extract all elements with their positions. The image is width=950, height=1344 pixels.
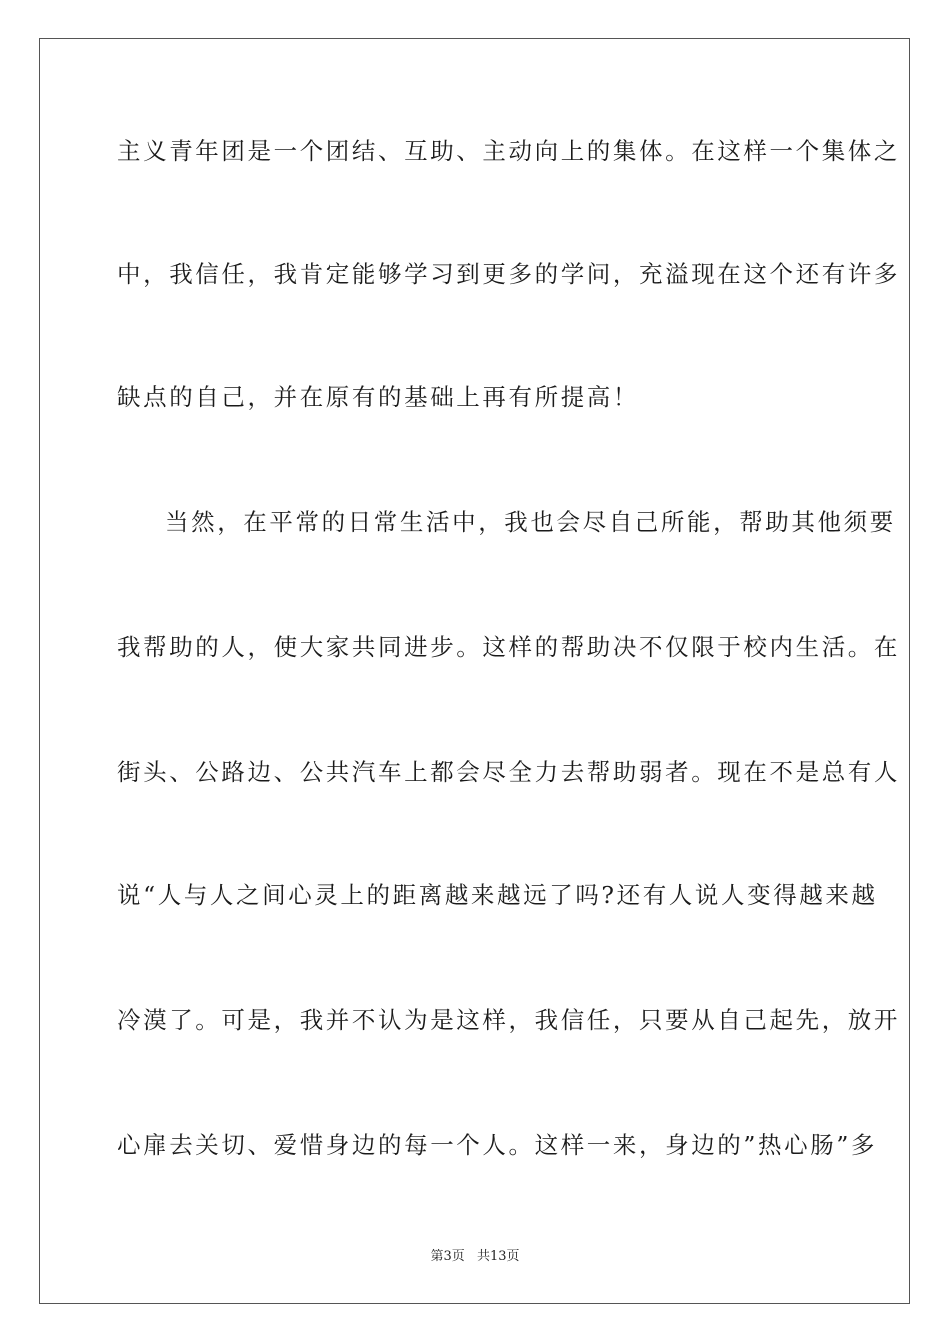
text-line-8: 冷漠了。可是，我并不认为是这样，我信任，只要从自己起先，放开	[117, 1006, 900, 1034]
text-line-9: 心扉去关切、爱惜身边的每一个人。这样一来，身边的”热心肠”多	[117, 1131, 878, 1159]
text-line-4-paragraph-start: 当然，在平常的日常生活中，我也会尽自己所能，帮助其他须要	[165, 508, 896, 536]
text-line-6: 街头、公路边、公共汽车上都会尽全力去帮助弱者。现在不是总有人	[117, 758, 900, 786]
page-footer	[0, 1248, 950, 1266]
text-line-5: 我帮助的人，使大家共同进步。这样的帮助决不仅限于校内生活。在	[117, 633, 900, 661]
text-line-2: 中，我信任，我肯定能够学习到更多的学问，充溢现在这个还有许多	[117, 260, 900, 288]
page-total: 共13页	[476, 1249, 520, 1264]
page-number: 第3页	[430, 1249, 465, 1264]
text-line-7: 说“人与人之间心灵上的距离越来越远了吗?还有人说人变得越来越	[117, 881, 878, 909]
text-line-1: 主义青年团是一个团结、互助、主动向上的集体。在这样一个集体之	[117, 137, 900, 165]
text-line-3: 缺点的自己，并在原有的基础上再有所提高！	[117, 383, 639, 411]
page-border	[39, 38, 910, 1304]
